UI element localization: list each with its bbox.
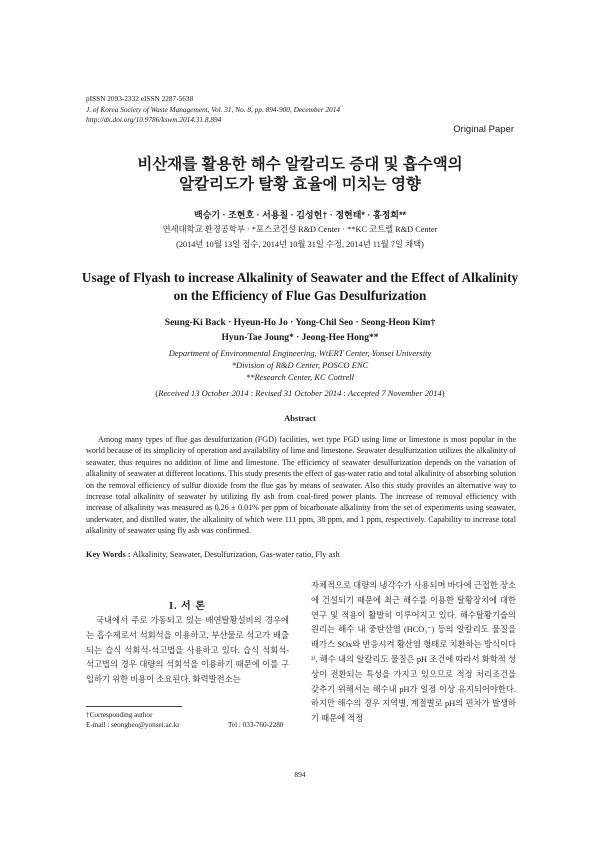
english-title-line1: Usage of Flyash to increase Alkalinity of Seawater and the Effect of Alkalinity	[81, 270, 519, 285]
korean-title	[0, 155, 600, 195]
dates-close-paren: )	[441, 388, 445, 398]
issn-line: pISSN 2093-2332 eISSN 2287-5638	[86, 94, 194, 103]
article-type-label: Original Paper	[453, 124, 514, 135]
english-dates	[0, 388, 600, 398]
korean-authors: 백승기 · 조현호 · 서용칠 · 김성헌† · 정현태* · 홍정희**	[194, 210, 406, 220]
corresponding-author-label: †Corresponding author	[86, 711, 153, 719]
received-date: Received 13 October 2014	[158, 388, 249, 398]
body-left-column: 국내에서 주로 가동되고 있는 배연탈황설비의 경우에는 흡수제로서 석회석을 이용하고, 부산물로 석고가 배출되는 습식 석회석-석고법을 사용하고 있다. 습식 석회석-석고법의 경우 대량의 석회석을 이용하기 때문에 이를 구입하기 위한 비용이 소요된다. 화력발전소는	[86, 616, 289, 685]
keywords	[86, 550, 516, 559]
english-authors-line1: Seung-Ki Back · Hyeun-Ho Jo · Yong-Chil Seo · Seong-Heon Kim†	[164, 318, 436, 328]
english-affil-line1: Department of Environmental Engineering, WtERT Center, Yonsei University	[168, 348, 432, 358]
korean-title-line1: 비산재를 활용한 해수 알칼리도 증대 및 흡수액의	[137, 156, 463, 173]
section-heading-introduction: I. 서 론	[169, 601, 206, 612]
english-affil-line2: *Division of R&D Center, POSCO ENC	[231, 360, 369, 370]
journal-citation: J. of Korea Society of Waste Management, Vol. 31, No. 8, pp. 894-900, December 2014	[86, 104, 340, 114]
revised-date: Revised 31 October 2014	[255, 388, 342, 398]
corresponding-email[interactable]: E-mail : seongheo@yonsei.ac.kr	[86, 721, 180, 729]
doi-link[interactable]: http://dx.doi.org/10.9786/kswm.2014.31.8.894	[86, 115, 222, 125]
english-authors	[0, 316, 600, 345]
dates-open-paren: (	[155, 388, 159, 398]
abstract-text: Among many types of flue gas desulfurization (FGD) facilities, wet type FGD using lime or limestone is most popular in the world because of its simplicity of operation and availability of lime and limestone. Seawater desulfurization utilizes the alkalinity of seawater, thus requires no addition of lime and limestone. The efficiency of seawater desulfurization depends on the variation of alkalinity of seawater at different locations. This study presents the effect of gas-water ratio and total alkalinity of absorbing solution on the removal efficiency of sulfur dioxide from the flue gas by means of seawater. Also this study provides an alternative way to increase total alkalinity of seawater by utilizing fly ash from coal-fired power plants. The increase of removal efficiency with increase of alkalinity was measured as 0.26 ± 0.01% per ppm of bicarbonate alkalinity from the set of experiments using seawater, underwater, and distilled water, the alkalinity of which were 111 ppm, 38 ppm, and 1 ppm, respectively. Capability to increase total alkalinity of seawater using fly ash was confirmed.	[86, 435, 516, 536]
dates-separator-1: :	[248, 388, 256, 398]
abstract-heading: Abstract	[284, 413, 316, 423]
corresponding-tel: Tel : 033-760-2280	[228, 721, 284, 729]
korean-dates: (2014년 10월 13일 접수, 2014년 10월 31일 수정, 2014년 11월 7일 채택)	[176, 240, 424, 249]
accepted-date: Accepted 7 November 2014	[348, 388, 442, 398]
footnote-divider	[86, 706, 182, 707]
english-affiliations	[0, 347, 600, 383]
korean-title-line2: 알칼리도가 탈황 효율에 미치는 영향	[179, 176, 421, 193]
journal-header	[86, 94, 516, 126]
dates-separator-2: :	[341, 388, 349, 398]
body-right-column: 자체적으로 대량의 냉각수가 사용되며 바다에 근접한 장소에 건설되기 때문에 최근 해수를 이용한 탈황장치에 대한 연구 및 적용이 활발히 이루어지고 있다. 해수탈황기술의 원리는 해수 내 중탄산염 (HCO₃⁻) 등의 알칼리도 물질을 배가스 SOx와 반응시켜 황산염 형태로 치환하는 방식이다³⁾. 해수 내의 알칼리도 물질은 pH 조건에 따라서 화학적 성상이 전환되는 특성을 가지고 있으므로 적정 처리조건을 갖추기 위해서는 해수내 pH가 일정 이상 유지되어야한다. 하지만 해수의 경우 지역별, 계절별로 pH의 편차가 발생하기 때문에 적정	[311, 581, 516, 724]
footnote	[86, 710, 296, 730]
keywords-label: Key Words :	[86, 550, 133, 559]
english-affil-line3: **Research Center, KC Cottrell	[246, 372, 354, 382]
keywords-text: Alkalinity, Seawater, Desulfurization, Gas-water ratio, Fly ash	[132, 550, 340, 559]
korean-affiliations: 연세대학교 환경공학부 · *포스코건설 R&D Center · **KC 코트렐 R&D Center	[162, 225, 438, 234]
english-title-line2: on the Efficiency of Flue Gas Desulfurization	[173, 287, 427, 303]
english-title	[0, 269, 600, 304]
page-number: 894	[294, 770, 306, 779]
english-authors-line2: Hyun-Tae Joung* · Jeong-Hee Hong**	[221, 332, 379, 343]
